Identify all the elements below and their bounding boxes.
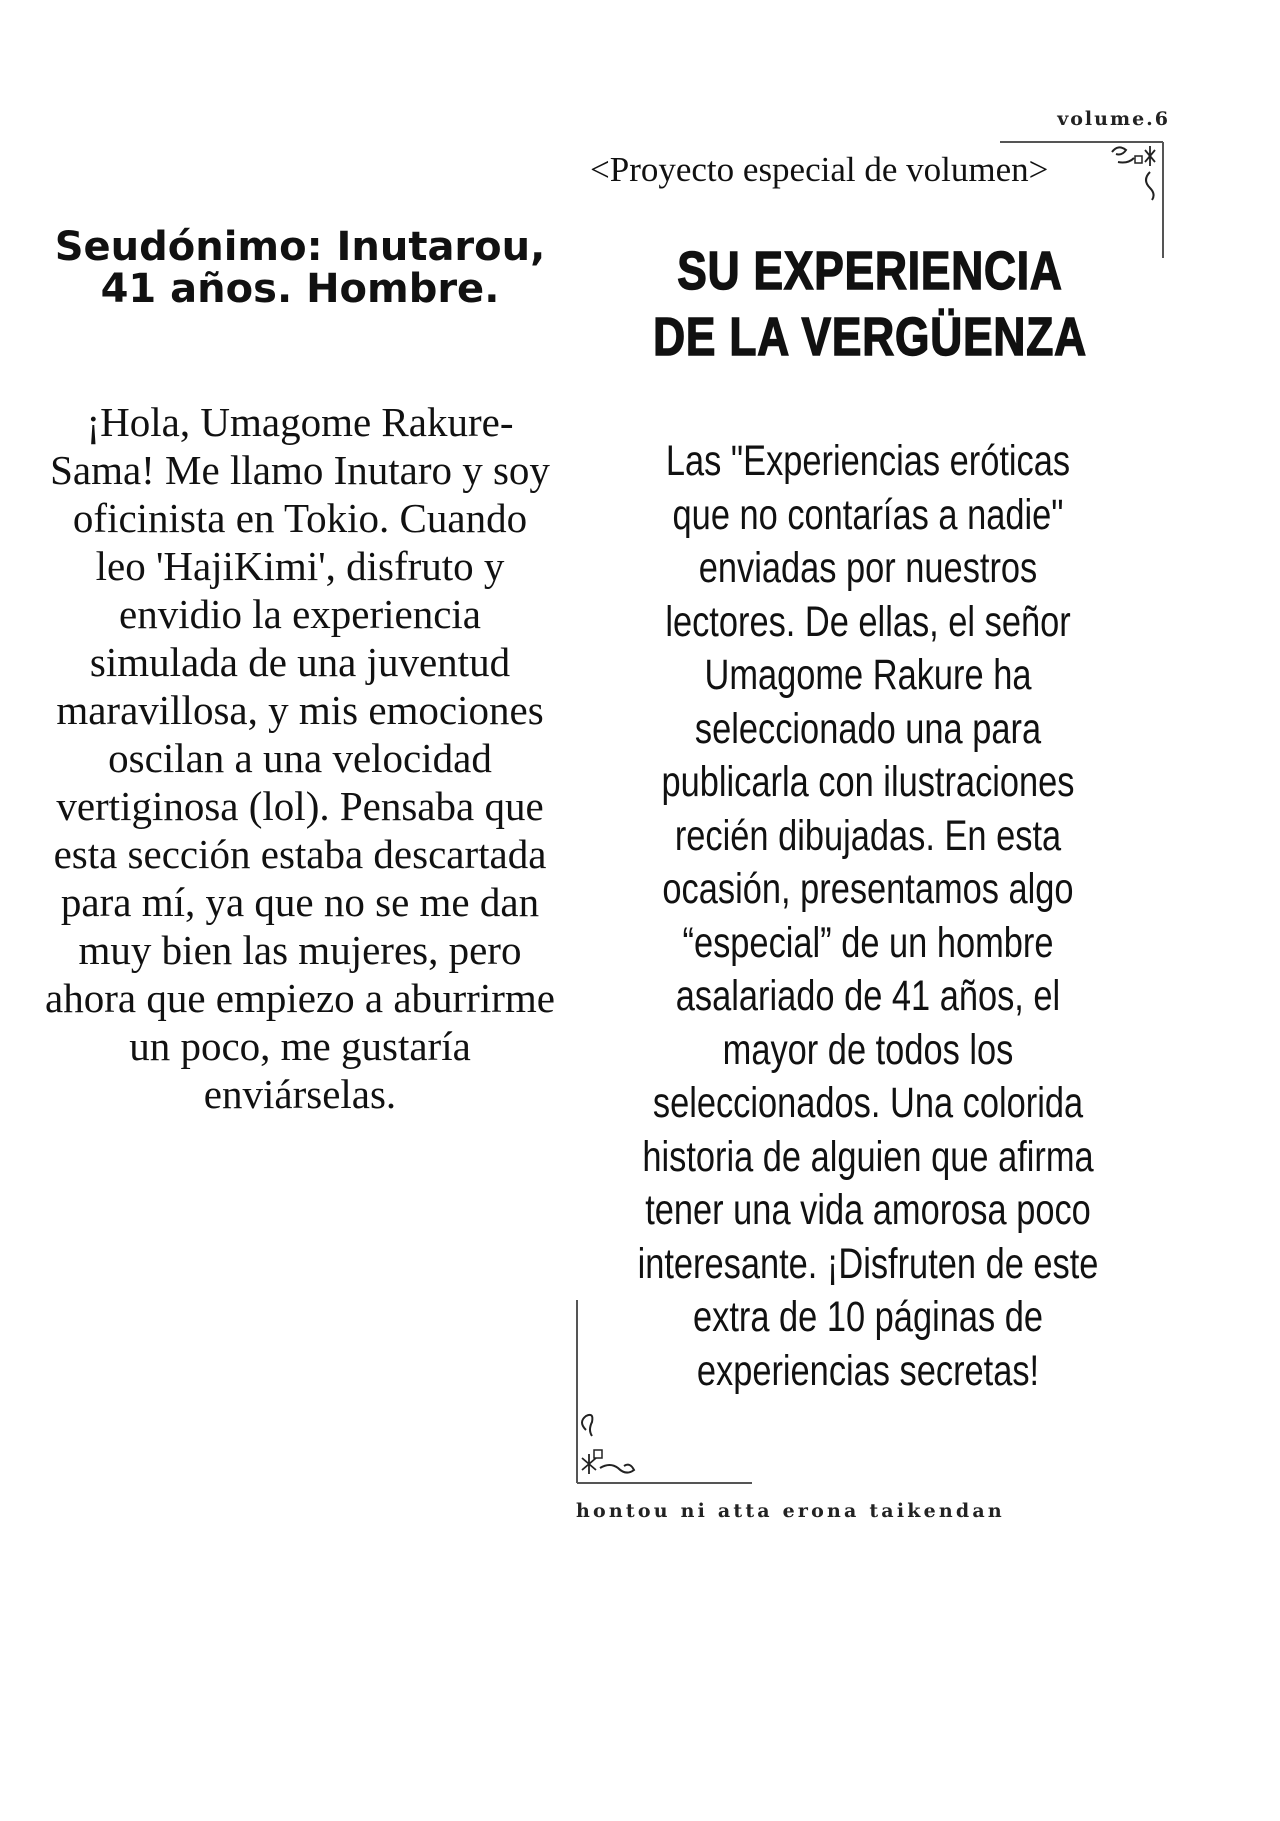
pen-name-heading: Seudónimo: Inutarou, 41 años. Hombre. (54, 224, 546, 312)
reader-letter-text: ¡Hola, Umagome Rakure-Sama! Me llamo Inutaro y soy oficinista en Tokio. Cuando leo 'HajiKimi', disfruto y envidio la experiencia simulada de una juventud maravillosa, y mis emociones oscilan a una velocidad vertiginosa (lol). Pensaba que esta sección estaba descartada para mí, ya que no se me dan muy bien las mujeres, pero ahora que empiezo a aburrirme un poco, me gustaría enviárselas. (45, 399, 555, 1117)
footer-series-label: hontou ni atta erona taikendan (576, 1500, 1005, 1522)
section-headline: SU EXPERIENCIA DE LA VERGÜENZA (653, 241, 1087, 367)
volume-label: volume.6 (1057, 108, 1170, 130)
section-intro-text: Las "Experiencias eróticas que no contarías a nadie" enviadas por nuestros lectores. De ellas, el señor Umagome Rakure ha seleccionado una para publicarla con ilustraciones recién dibujadas. En esta ocasión, presentamos algo “especial” de un hombre asalariado de 41 años, el mayor de todos los seleccionados. Una colorida historia de alguien que afirma tener una vida amorosa poco interesante. ¡Disfruten de este extra de 10 páginas de experiencias secretas! (637, 437, 1099, 1395)
project-label: <Proyecto especial de volumen> (590, 150, 1049, 189)
